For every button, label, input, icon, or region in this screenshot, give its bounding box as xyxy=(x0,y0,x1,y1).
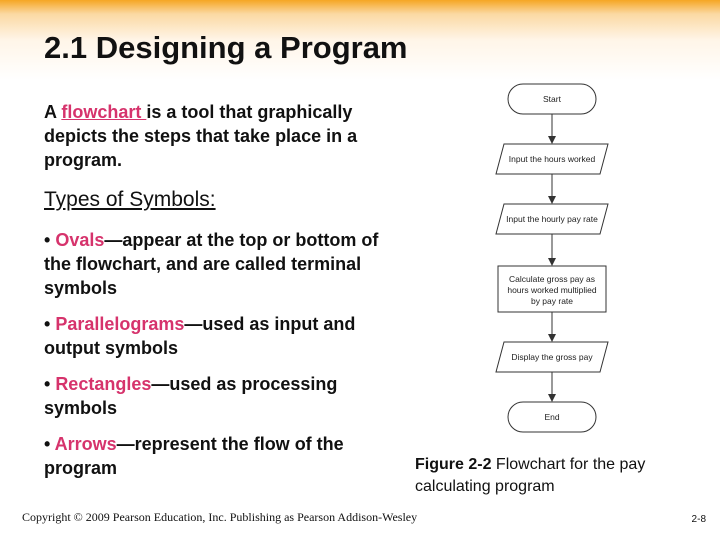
slide-title: 2.1 Designing a Program xyxy=(44,30,408,65)
intro-prefix: A xyxy=(44,102,62,122)
pay-flowchart xyxy=(480,82,620,442)
intro-paragraph xyxy=(44,100,404,172)
calc-label-line3: by pay rate xyxy=(530,296,574,306)
copyright-footer: Copyright © 2009 Pearson Education, Inc. Publishing as Pearson Addison-Wesley xyxy=(22,510,418,524)
flowchart-link[interactable]: flowchart xyxy=(61,102,147,122)
bullet-parallelograms xyxy=(44,312,404,360)
bullet-arrows xyxy=(44,432,404,480)
bullet-rectangles xyxy=(44,372,404,420)
bullet-text: —appear at the top or bottom of the flowchart, and are called terminal symbols xyxy=(44,230,379,298)
start-label: Start xyxy=(543,94,561,104)
figure-caption xyxy=(415,454,705,498)
figure-text: Flowchart for the pay calculating program xyxy=(415,456,646,495)
input-rate-label: Input the hourly pay rate xyxy=(506,214,598,224)
bullet-keyword: Arrows xyxy=(54,434,117,454)
types-heading: Types of Symbols: xyxy=(44,188,216,211)
intro-suffix: is a tool that graphically depicts the steps that take place in a program. xyxy=(44,102,358,170)
bullet-marker: • xyxy=(44,230,56,250)
bullet-marker: • xyxy=(44,374,56,394)
end-label: End xyxy=(544,412,560,422)
bullet-marker: • xyxy=(44,434,55,454)
input-hours-label: Input the hours worked xyxy=(508,154,596,164)
bullet-keyword: Parallelograms xyxy=(55,314,185,334)
bullet-text: —used as processing symbols xyxy=(44,374,338,418)
page-number: 2-8 xyxy=(691,514,706,525)
bullet-marker: • xyxy=(44,314,56,334)
calc-label-line1: Calculate gross pay as xyxy=(509,274,595,284)
flowchart-panel xyxy=(480,82,620,442)
figure-label: Figure 2-2 xyxy=(415,456,492,473)
bullet-keyword: Ovals xyxy=(55,230,105,250)
bullet-ovals xyxy=(44,228,404,300)
bullet-text: —used as input and output symbols xyxy=(44,314,356,358)
bullet-keyword: Rectangles xyxy=(55,374,152,394)
bullet-text: —represent the flow of the program xyxy=(44,434,344,478)
calc-label-line2: hours worked multiplied xyxy=(507,285,597,295)
display-label: Display the gross pay xyxy=(511,352,593,362)
